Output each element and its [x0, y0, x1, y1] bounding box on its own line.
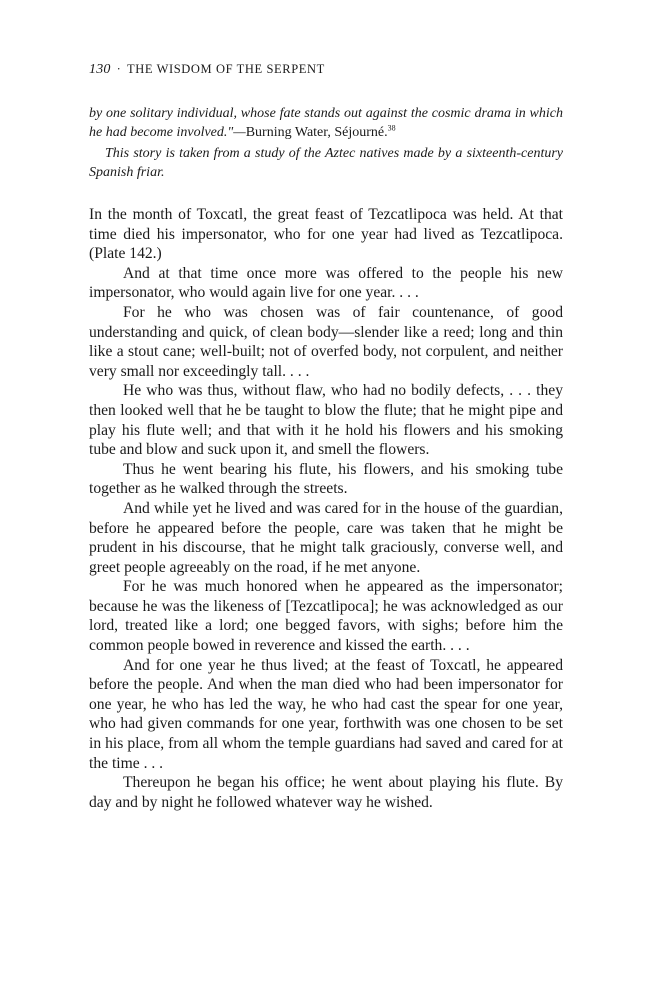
intro-note: This story is taken from a study of the Aztec natives made by a sixteenth-century Spanish friar.	[89, 146, 563, 180]
body-text	[89, 205, 563, 812]
footnote-ref: 38	[387, 123, 396, 133]
paragraph: Thereupon he began his office; he went about playing his flute. By day and by night he followed whatever way he wished.	[89, 774, 563, 811]
paragraph: For he was much honored when he appeared as the impersonator; because he was the likeness of [Tezcatlipoca]; he was acknowledged as our lord, treated like a lord; one begged favors, with sighs; before him the common people bowed in reverence and kissed the earth. . . .	[89, 578, 563, 655]
paragraph: In the month of Toxcatl, the great feast of Tezcatlipoca was held. At that time died his impersonator, who for one year had lived as Tezcatlipoca. (Plate 142.)	[89, 206, 563, 263]
paragraph: And while yet he lived and was cared for in the house of the guardian, before he appeared before the people, care was taken that he might be prudent in his discourse, that he might talk graciously, converse well, and greet people agreeably on the road, if he met anyone.	[89, 499, 563, 576]
intro-source: Burning Water, Séjourné.	[245, 125, 388, 140]
running-title: THE WISDOM OF THE SERPENT	[126, 62, 325, 76]
paragraph: Thus he went bearing his flute, his flowers, and his smoking tube together as he walked through the streets.	[89, 460, 563, 498]
intro-dash: —	[233, 125, 246, 140]
paragraph: For he who was chosen was of fair countenance, of good understanding and quick, of clean body—slender like a reed; long and thin like a stout cane; well-built; not of overfed body, not corpulent, and neither very small nor exceedingly tall. . . .	[89, 303, 563, 380]
intro-block	[89, 104, 563, 182]
paragraph: And for one year he thus lived; at the feast of Toxcatl, he appeared before the people. And when the man died who had been impersonator for one year, he who has led the way, he who had cast the spear for one year, who had given commands for one year, forthwith was one chosen to be set in his place, from all whom the temple guardians had saved and cared for at the time . . .	[89, 656, 563, 772]
intro-quote	[89, 104, 563, 142]
header-separator: ·	[116, 62, 121, 76]
running-head	[89, 62, 563, 78]
page-number: 130	[89, 62, 111, 77]
paragraph: And at that time once more was offered to the people his new impersonator, who would again live for one year. . . .	[89, 264, 563, 302]
book-page	[89, 62, 563, 812]
paragraph: He who was thus, without flaw, who had no bodily defects, . . . they then looked well that he be taught to blow the flute; that he might pipe and play his flute well; and that with it he hold his flowers and his smoking tube and blow and suck upon it, and smell the flowers.	[89, 382, 563, 459]
intro-quote-text: by one solitary individual, whose fate stands out against the cosmic drama in which he had become involved."	[89, 106, 563, 140]
